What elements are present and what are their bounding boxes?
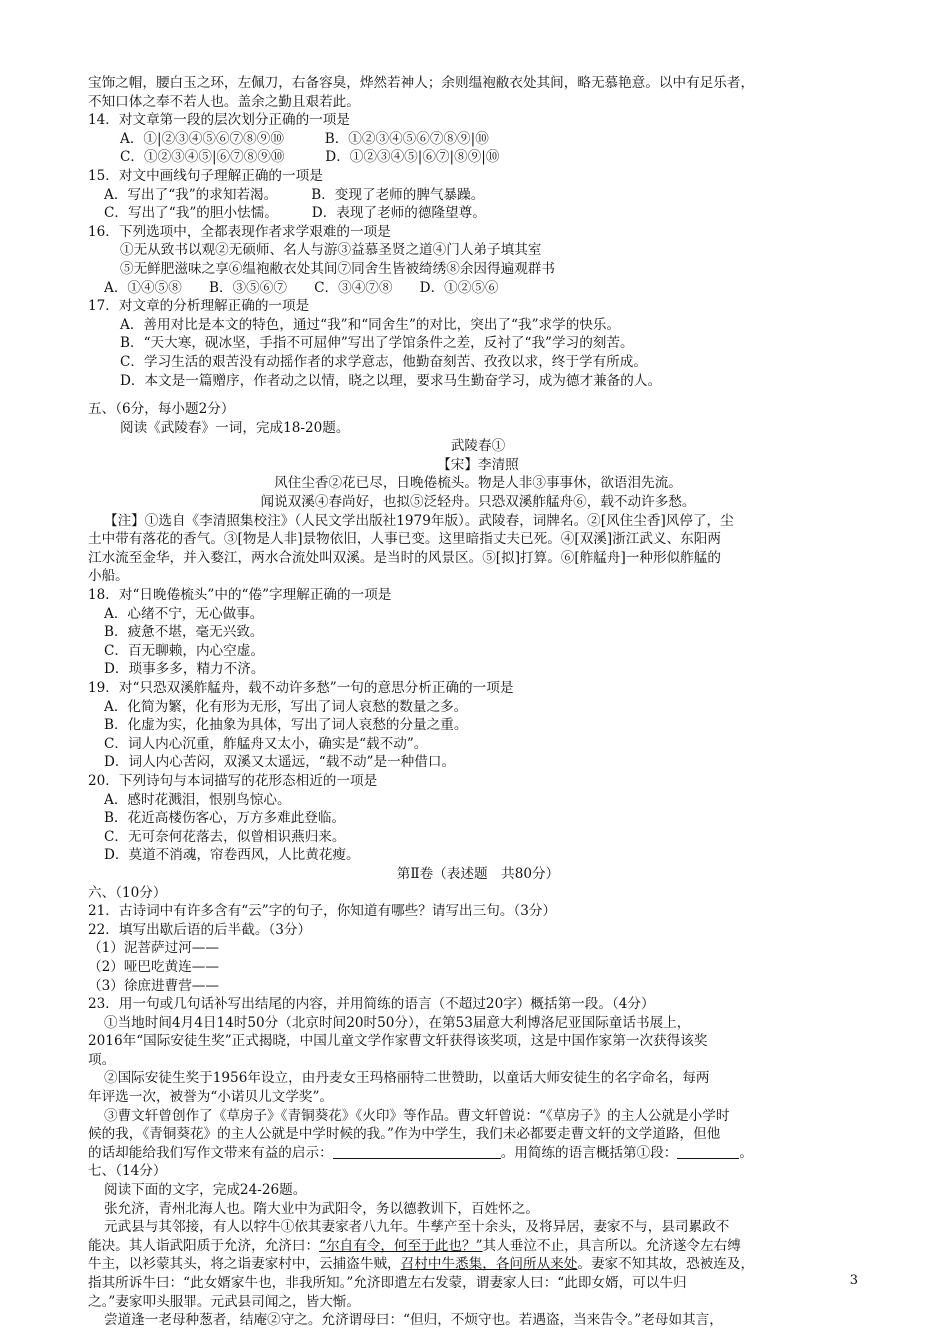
underlined-sentence: 召村中牛悉集，各问所从来处 — [400, 1256, 578, 1273]
classical-line: 张允济，青州北海人也。隋大业中为武阳令，务以德教训下，百姓怀之。 — [104, 1200, 539, 1217]
text-fragment: 。妻家不知其故，恐被连及， — [577, 1256, 755, 1273]
passage-line: 年评选一次，被誉为“小诺贝儿文学奖”。 — [88, 1089, 333, 1106]
question-22-item-1: （1）泥菩萨过河—— — [88, 940, 219, 957]
question-20-option-c: C．无可奈何花落去，似曾相识燕归来。 — [104, 828, 346, 845]
text-fragment: 。 — [739, 1144, 753, 1161]
section-5-intro: 阅读《武陵春》一词，完成18-20题。 — [120, 419, 350, 436]
passage-line: 项。 — [88, 1051, 116, 1068]
question-15: 15．对文中画线句子理解正确的一项是 — [88, 167, 323, 184]
passage-line: 候的我，《青铜葵花》的主人公就是中学时候的我。”作为中学生，我们未必都要走曹文轩的文学道路，但他 — [88, 1126, 721, 1143]
poem-note: 江水流至金华，并入婺江，两水合流处叫双溪。是当时的风景区。⑤[拟]打算。⑥[舴艋舟]一种形似舴艋的 — [88, 549, 721, 566]
volume-2-heading: 第Ⅱ卷（表述题 共80分） — [396, 865, 560, 882]
poem-title: 武陵春① — [450, 438, 506, 455]
question-22-item-2: （2）哑巴吃黄连—— — [88, 958, 219, 975]
question-16: 16．下列选项中，全都表现作者求学艰难的一项是 — [88, 223, 391, 240]
question-14-options-ab: A．①|②③④⑤⑥⑦⑧⑨⑩ B．①②③④⑤⑥⑦⑧⑨|⑩ — [120, 130, 489, 147]
classical-line — [88, 1237, 868, 1256]
classical-line: 之。”妻家叩头服罪。元武县司闻之，皆大惭。 — [88, 1293, 361, 1310]
classical-line: 指其所诉牛曰：“此女婿家牛也，非我所知。”允济即遣左右发蒙，谓妻家人曰：“此即女婿，可以牛归 — [88, 1275, 687, 1291]
question-19-option-a: A．化简为繁，化有形为无形，写出了词人哀愁的数量之多。 — [104, 698, 468, 715]
section-7-heading: 七、（14分） — [88, 1163, 167, 1180]
text-line: 不知口体之奉不若人也。盖余之勤且艰若此。 — [88, 93, 360, 110]
text-fragment: 其人垂泣不止，具言所以。允济遂令左右缚 — [482, 1237, 741, 1254]
question-17-option-b: B．“天大寒，砚冰坚，手指不可屈伸”写出了学馆条件之差，反衬了“我”学习的刻苦。 — [120, 335, 634, 352]
question-16-items-2: ⑤无鲜肥滋味之享⑥缊袍敝衣处其间⑦同舍生皆被绮绣⑧余因得遍观群书 — [120, 260, 555, 277]
question-23: 23．用一句或几句话补写出结尾的内容，并用简练的语言（不超过20字）概括第一段。（4分） — [88, 996, 655, 1013]
classical-line: 尝道逢一老母种葱者，结庵②守之。允济谓母曰：“但归，不烦守也。若遇盗，当来告令。”老母如其言， — [104, 1312, 723, 1329]
poem-note: 【注】①选自《李清照集校注》（人民文学出版社1979年版）。武陵春，词牌名。②[风住尘香]风停了，尘 — [104, 512, 734, 529]
question-15-options-ab: A．写出了“我”的求知若渴。 B．变现了老师的脾气暴躁。 — [104, 186, 485, 203]
exam-page — [88, 74, 868, 1330]
question-22: 22．填写出歇后语的后半截。（3分） — [88, 921, 312, 938]
text-fragment: 的话却能给我们写作文带来有益的启示： — [88, 1144, 333, 1161]
poem-line-2: 闻说双溪④春尚好，也拟⑤泛轻舟。只恐双溪舴艋舟⑥，载不动许多愁。 — [260, 494, 696, 511]
answer-blank-summary[interactable] — [677, 1144, 739, 1159]
classical-line: 元武县与其邻接，有人以牸牛①依其妻家者八九年。牛孳产至十余头，及将异居，妻家不与，县司累政不 — [104, 1219, 730, 1236]
passage-line: ①当地时间4月4日14时50分（北京时间20时50分），在第53届意大利博洛尼亚国际童话书展上， — [104, 1014, 691, 1031]
question-17-option-a: A．善用对比是本文的特色，通过“我”和“同舍生”的对比，突出了“我”求学的快乐。 — [120, 316, 621, 333]
question-19-option-d: D．词人内心苦闷，双溪又太遥远，“载不动”是一种借口。 — [104, 754, 456, 771]
answer-blank-inspiration[interactable] — [333, 1144, 501, 1159]
question-17-option-d: D．本文是一篇赠序，作者动之以情，晓之以理，要求马生勤奋学习，成为德才兼备的人。 — [120, 372, 662, 389]
poem-note: 土中带有落花的香气。③[物是人非]景物依旧，人事已变。这里暗指丈夫已死。④[双溪]浙江武义、东阳两 — [88, 531, 721, 548]
question-17-option-c: C．学习生活的艰苦没有动摇作者的求学意志，他勤奋刻苦、孜孜以求，终于学有所成。 — [120, 353, 647, 370]
underlined-sentence: “尔自有令，何至于此也？” — [319, 1237, 483, 1254]
question-16-options: A．①④⑤⑧ B．③⑤⑥⑦ C．③④⑦⑧ D．①②⑤⑥ — [104, 279, 499, 296]
poem-note: 小船。 — [88, 568, 129, 585]
question-17: 17．对文章的分析理解正确的一项是 — [88, 298, 310, 315]
passage-line: 2016年“国际安徒生奖”正式揭晓，中国儿童文学作家曹文轩获得该奖项，这是中国作家第一次获得该奖 — [88, 1033, 708, 1050]
text-fragment: 。用简练的语言概括第①段： — [500, 1144, 678, 1161]
question-18-option-a: A．心绪不宁，无心做事。 — [104, 605, 264, 622]
question-19-option-c: C．词人内心沉重，舴艋舟又太小，确实是“载不动”。 — [104, 735, 428, 752]
page-number: 3 — [849, 1273, 858, 1288]
poem-author: 【宋】李清照 — [437, 456, 519, 473]
passage-line — [88, 1144, 868, 1163]
question-18-option-d: D．琐事多多，精力不济。 — [104, 661, 265, 678]
section-5-heading: 五、（6分，每小题2分） — [88, 401, 235, 418]
text-line: 宝饰之帽，腰白玉之环，左佩刀，右备容臭，烨然若神人；余则缊袍敝衣处其间，略无慕艳意。以中有足乐者， — [88, 75, 755, 91]
question-20-option-b: B．花近高楼伤客心，万方多难此登临。 — [104, 810, 346, 827]
passage-line: ③曹文轩曾创作了《草房子》《青铜葵花》《火印》等作品。曹文轩曾说：“《草房子》的主人公就是小学时 — [104, 1107, 730, 1124]
question-22-item-3: （3）徐庶进曹营—— — [88, 977, 219, 994]
question-20-option-a: A．感时花溅泪，恨别鸟惊心。 — [104, 791, 291, 808]
question-19: 19．对“只恐双溪舴艋舟，载不动许多愁”一句的意思分析正确的一项是 — [88, 680, 514, 696]
question-20-option-d: D．莫道不消魂，帘卷西风，人比黄花瘦。 — [104, 847, 360, 864]
passage-line: ②国际安徒生奖于1956年设立，由丹麦女王玛格丽特二世赞助，以童话大师安徒生的名字命名，每两 — [104, 1070, 710, 1087]
question-14-options-cd: C．①②③④⑤|⑥⑦⑧⑨⑩ D．①②③④⑤|⑥⑦|⑧⑨|⑩ — [120, 149, 500, 166]
question-18-option-c: C．百无聊赖，内心空虚。 — [104, 642, 264, 659]
question-20: 20．下列诗句与本词描写的花形态相近的一项是 — [88, 772, 378, 789]
question-21: 21．古诗词中有许多含有“云”字的句子，你知道有哪些？请写出三句。（3分） — [88, 903, 557, 920]
section-7-intro: 阅读下面的文字，完成24-26题。 — [104, 1182, 307, 1199]
poem-line-1: 风住尘香②花已尽，日晚倦梳头。物是人非③事事休，欲语泪先流。 — [274, 475, 682, 492]
text-fragment: 牛主，以衫蒙其头，将之诣妻家村中，云捕盗牛贼， — [88, 1256, 401, 1273]
question-19-option-b: B．化虚为实，化抽象为具体，写出了词人哀愁的分量之重。 — [104, 717, 468, 734]
question-18-option-b: B．疲惫不堪，毫无兴致。 — [104, 624, 264, 641]
question-14: 14．对文章第一段的层次划分正确的一项是 — [88, 112, 350, 129]
text-fragment: 能决。其人诣武阳质于允济，允济曰： — [88, 1237, 320, 1254]
section-6-heading: 六、（10分） — [88, 884, 167, 901]
question-15-options-cd: C．写出了“我”的胆小怯懦。 D．表现了老师的德隆望尊。 — [104, 205, 486, 222]
question-18: 18．对“日晚倦梳头”中的“倦”字理解正确的一项是 — [88, 587, 392, 604]
question-16-items-1: ①无从致书以观②无硕师、名人与游③益慕圣贤之道④门人弟子填其室 — [120, 242, 542, 259]
classical-line — [88, 1255, 868, 1274]
